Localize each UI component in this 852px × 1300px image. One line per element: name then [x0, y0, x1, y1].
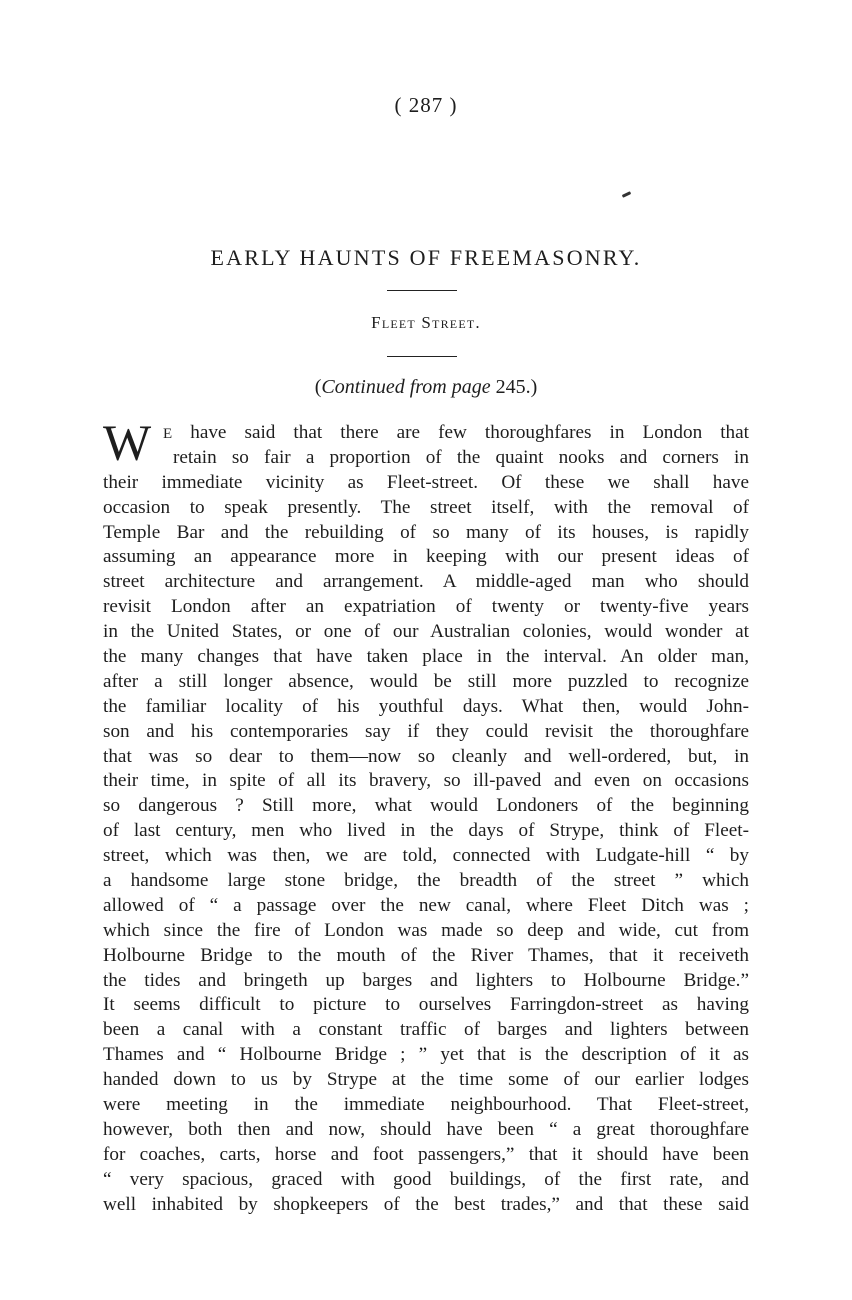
print-speck [622, 191, 631, 198]
page-number: ( 287 ) [394, 93, 458, 117]
body-line: the tides and bringeth up barges and lighters to Holbourne Bridge.” [103, 969, 749, 991]
body-line: occasion to speak presently. The street itself, with the removal of [103, 496, 749, 518]
body-line: W E have said that there are few thoroughfares in London that [103, 416, 749, 472]
body-line: been a canal with a constant traffic of barges and lighters between [103, 1019, 749, 1041]
body-line: Temple Bar and the rebuilding of so many of its houses, is rapidly [103, 521, 749, 543]
article-body [103, 416, 749, 1218]
body-line: handed down to us by Strype at the time some of our earlier lodges [103, 1069, 749, 1091]
body-line: retain so fair a proportion of the quaint nooks and corners in [173, 446, 749, 468]
section-divider [387, 356, 457, 357]
body-line: the familiar locality of his youthful days. What then, would John- [103, 695, 749, 717]
body-line: of last century, men who lived in the days of Strype, think of Fleet- [103, 820, 749, 842]
body-line: so dangerous ? Still more, what would Londoners of the beginning [103, 795, 749, 817]
body-line: a handsome large stone bridge, the breadth of the street ” which [103, 870, 749, 892]
body-line: assuming an appearance more in keeping with our present ideas of [103, 546, 749, 568]
drop-cap: W [103, 416, 152, 472]
body-line: their time, in spite of all its bravery, so ill-paved and even on occasions [103, 770, 749, 792]
continued-note [0, 376, 852, 399]
body-line: for coaches, carts, horse and foot passengers,” that it should have been [103, 1143, 749, 1165]
section-title: Fleet Street. [371, 313, 481, 332]
drop-cap-rest: E [163, 426, 173, 442]
body-line: after a still longer absence, would be still more puzzled to recognize [103, 670, 749, 692]
body-line: “ very spacious, graced with good buildings, of the first rate, and [103, 1168, 749, 1190]
body-line: in the United States, or one of our Australian colonies, would wonder at [103, 621, 749, 643]
continued-italic: Continued from page [321, 376, 491, 398]
body-line: street, which was then, we are told, connected with Ludgate-hill “ by [103, 845, 749, 867]
body-line: Thames and “ Holbourne Bridge ; ” yet that is the description of it as [103, 1044, 749, 1066]
body-line: street architecture and arrangement. A middle-aged man who should [103, 571, 749, 593]
body-line: that was so dear to them—now so cleanly and well-ordered, but, in [103, 745, 749, 767]
article-title: EARLY HAUNTS OF FREEMASONRY. [210, 245, 642, 270]
body-line: allowed of “ a passage over the new canal, where Fleet Ditch was ; [103, 894, 749, 916]
continued-number: 245.) [495, 376, 538, 398]
body-line: the many changes that have taken place in the interval. An older man, [103, 646, 749, 668]
body-line: Holbourne Bridge to the mouth of the River Thames, that it receiveth [103, 944, 749, 966]
title-divider [387, 290, 457, 291]
body-line: which since the fire of London was made so deep and wide, cut from [103, 919, 749, 941]
body-line: were meeting in the immediate neighbourhood. That Fleet-street, [103, 1094, 749, 1116]
body-line: well inhabited by shopkeepers of the best trades,” and that these said [103, 1193, 749, 1215]
body-line: however, both then and now, should have been “ a great thoroughfare [103, 1118, 749, 1140]
continued-open: ( [314, 376, 322, 398]
body-line: It seems difficult to picture to ourselves Farringdon-street as having [103, 994, 749, 1016]
body-line: their immediate vicinity as Fleet-street. Of these we shall have [103, 471, 749, 493]
body-line: son and his contemporaries say if they could revisit the thoroughfare [103, 720, 749, 742]
body-line: revisit London after an expatriation of twenty or twenty-five years [103, 596, 749, 618]
